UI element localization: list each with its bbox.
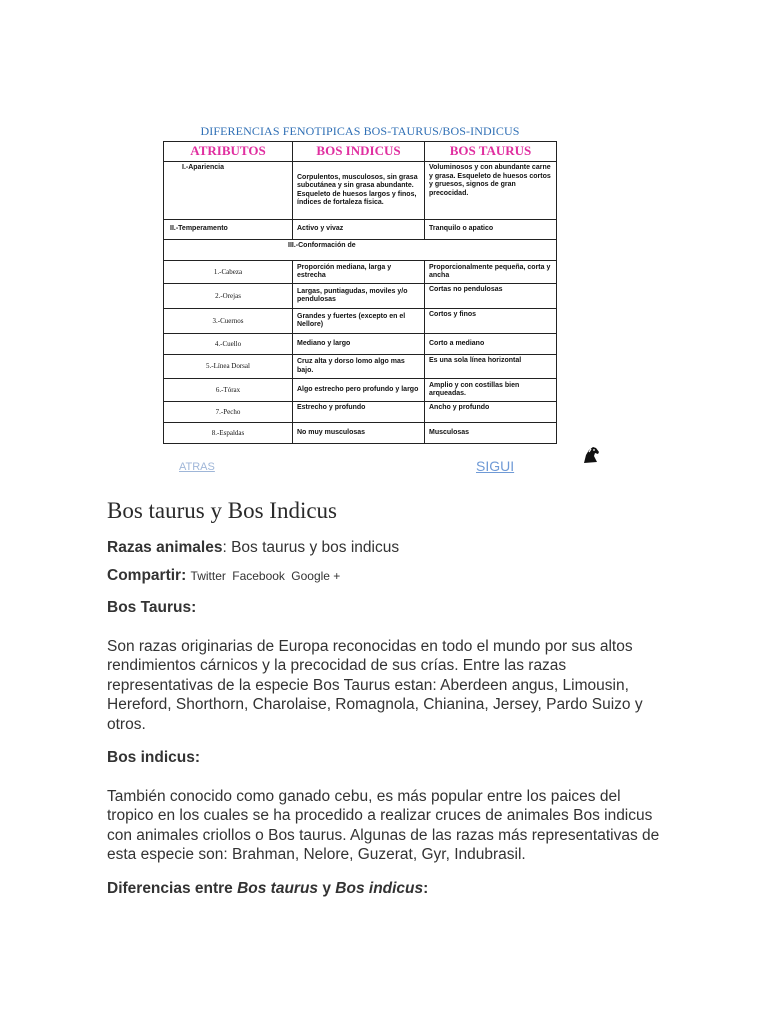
indicus-paragraph: También conocido como ganado cebu, es más popular entre los paices del tropico en los cuales se ha procedido a realizar cruces de animales Bos indicus con animales criollos o Bos taurus. Algunas de las razas más representativas de esta especie son: Brahman, Nelore, Guzerat, Gyr, Indubrasil.	[107, 787, 660, 863]
attr-orejas: 2.-Orejas	[164, 284, 293, 309]
diff-indicus: Bos indicus	[335, 879, 424, 897]
taurus-linea-dorsal: Es una sola línea horizontal	[425, 355, 557, 379]
taurus-temperamento: Tranquilo o apatico	[425, 220, 557, 240]
attr-cuello: 4.-Cuello	[164, 334, 293, 355]
table-row	[164, 423, 557, 444]
taurus-apariencia: Voluminosos y con abundante carne y grasa. Esqueleto de huesos cortos y gruesos, signos de gran precocidad.	[425, 162, 557, 220]
indicus-espaldas: No muy musculosas	[293, 423, 425, 444]
attr-cuernos: 3.-Cuernos	[164, 309, 293, 334]
attr-torax: 6.-Tórax	[164, 379, 293, 402]
taurus-paragraph: Son razas originarias de Europa reconocidas en todo el mundo por sus altos rendimientos cárnicos y la precocidad de sus crías. Entre las razas representativas de la especie Bos Taurus estan: Aberdeen angus, Limousin, Hereford, Shorthorn, Charolaise, Romagnola, Chianina, Jersey, Pardo Suizo y otros.	[107, 637, 643, 733]
indicus-cabeza: Proporción mediana, larga y estrecha	[293, 261, 425, 284]
header-bos-taurus: BOS TAURUS	[425, 142, 557, 162]
twitter-share-link[interactable]: Twitter	[190, 568, 226, 583]
differences-heading	[107, 879, 667, 899]
attr-temperamento: II.-Temperamento	[164, 220, 293, 240]
section-conformacion: III.-Conformación de	[164, 240, 557, 261]
table-row	[164, 379, 557, 402]
table-row	[164, 402, 557, 423]
table-row	[164, 355, 557, 379]
diff-taurus: Bos taurus	[237, 879, 319, 897]
table-row	[164, 284, 557, 309]
table-row	[164, 309, 557, 334]
taurus-espaldas: Musculosas	[425, 423, 557, 444]
diff-suffix: :	[423, 879, 429, 897]
indicus-pecho: Estrecho y profundo	[293, 402, 425, 423]
razas-line	[107, 538, 667, 558]
article	[107, 498, 667, 898]
attr-pecho: 7.-Pecho	[164, 402, 293, 423]
google-share-link[interactable]: Google +	[291, 568, 341, 583]
table-header-row	[164, 142, 557, 162]
share-label: Compartir:	[107, 566, 187, 584]
indicus-torax: Algo estrecho pero profundo y largo	[293, 379, 425, 402]
indicus-linea-dorsal: Cruz alta y dorso lomo algo mas bajo.	[293, 355, 425, 379]
header-bos-indicus: BOS INDICUS	[293, 142, 425, 162]
taurus-cuernos: Cortos y finos	[425, 309, 557, 334]
indicus-cuernos: Grandes y fuertes (excepto en el Nellore)	[293, 309, 425, 334]
table-row	[164, 261, 557, 284]
attr-linea-dorsal: 5.-Línea Dorsal	[164, 355, 293, 379]
table-section-row	[164, 240, 557, 261]
diff-prefix: Diferencias entre	[107, 879, 238, 897]
back-link[interactable]: ATRAS	[179, 461, 215, 473]
horse-head-icon[interactable]	[580, 444, 602, 466]
taurus-cabeza: Proporcionalmente pequeña, corta y ancha	[425, 261, 557, 284]
indicus-cuello: Mediano y largo	[293, 334, 425, 355]
attr-apariencia: I.-Apariencia	[164, 162, 293, 220]
razas-value: : Bos taurus y bos indicus	[222, 539, 400, 556]
figure-title: DIFERENCIAS FENOTIPICAS BOS-TAURUS/BOS-INDICUS	[200, 124, 520, 138]
razas-label: Razas animales	[107, 539, 223, 556]
taurus-torax: Amplio y con costillas bien arqueadas.	[425, 379, 557, 402]
phenotype-figure	[0, 0, 768, 490]
attr-espaldas: 8.-Espaldas	[164, 423, 293, 444]
share-links	[191, 569, 344, 583]
share-line	[107, 566, 667, 587]
table-row	[164, 220, 557, 240]
header-atributos: ATRIBUTOS	[164, 142, 293, 162]
next-link[interactable]: SIGUI	[476, 458, 515, 474]
facebook-share-link[interactable]: Facebook	[232, 568, 285, 583]
taurus-pecho: Ancho y profundo	[425, 402, 557, 423]
article-title: Bos taurus y Bos Indicus	[107, 498, 337, 523]
phenotype-table	[163, 141, 557, 444]
indicus-temperamento: Activo y vivaz	[293, 220, 425, 240]
table-row	[164, 162, 557, 220]
indicus-apariencia: Corpulentos, musculosos, sin grasa subcutánea y sin grasa abundante. Esqueleto de huesos largos y finos, índices de fortaleza física.	[293, 162, 425, 220]
indicus-orejas: Largas, puntiagudas, moviles y/o pendulosas	[293, 284, 425, 309]
taurus-cuello: Corto a mediano	[425, 334, 557, 355]
indicus-heading: Bos indicus:	[107, 749, 201, 766]
taurus-orejas: Cortas no pendulosas	[425, 284, 557, 309]
taurus-heading: Bos Taurus:	[107, 599, 197, 616]
table-row	[164, 334, 557, 355]
attr-cabeza: 1.-Cabeza	[164, 261, 293, 284]
diff-mid: y	[318, 879, 336, 897]
